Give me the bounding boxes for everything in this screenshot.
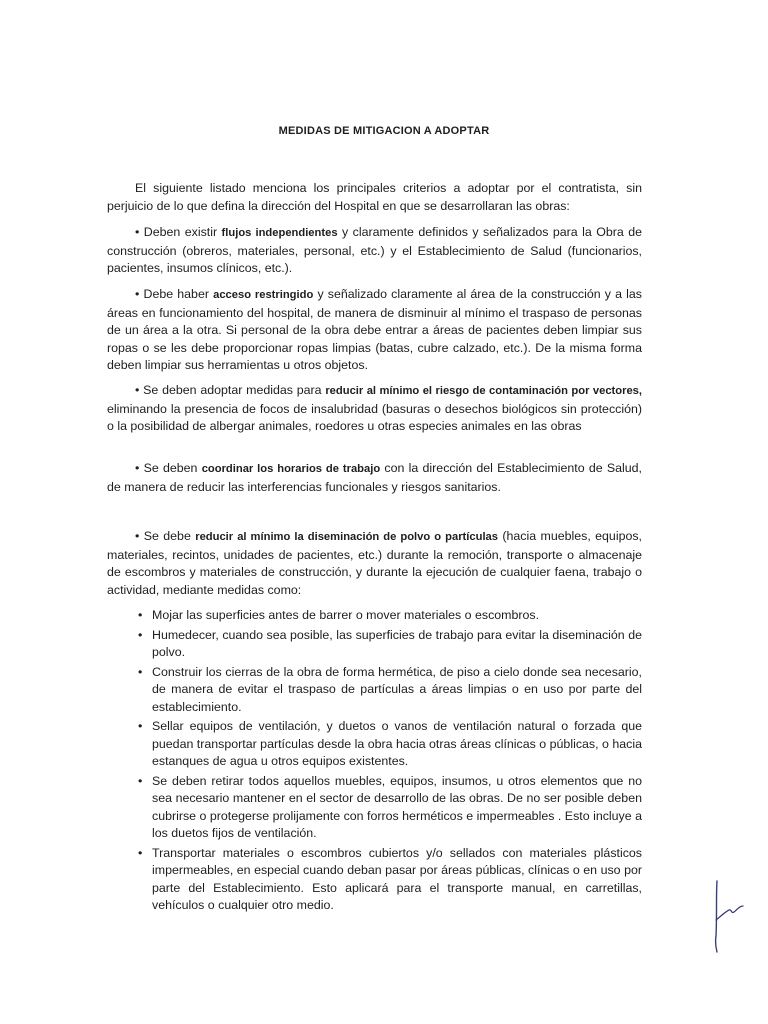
bullet-char: • bbox=[138, 664, 143, 679]
highlight-text: flujos independientes bbox=[221, 227, 338, 239]
dust-measures-list bbox=[138, 607, 642, 917]
list-item: • Construir los cierras de la obra de forma hermética, de piso a cielo donde sea necesario, de manera de evitar el traspaso de partículas a áreas limpias o en uso por parte del establecimiento. bbox=[138, 664, 642, 714]
page-title: MEDIDAS DE MITIGACION A ADOPTAR bbox=[278, 125, 490, 137]
highlight-text: reducir al mínimo el riesgo de contaminación por vectores, bbox=[325, 385, 643, 397]
bullet-char: • bbox=[135, 225, 140, 239]
measure-paragraph-acceso: • Debe haber acceso restringido y señalizado claramente al área de la construcción y a las áreas en funcionamiento del hospital, de manera de disminuir al mínimo el traspaso de personas de un área a la otra. Si personal de la obra debe entrar a áreas de pacientes deben limpiar sus ropas o se les debe proporcionar ropas limpias (batas, cubre calzado, etc.). De la misma forma deben limpiar sus herramientas u otros objetos. bbox=[107, 287, 642, 372]
bullet-char: • bbox=[135, 287, 140, 301]
measure-paragraph-flujos: • Deben existir flujos independientes y claramente definidos y señalizados para la Obra de construcción (obreros, materiales, personal, etc.) y el Establecimiento de Salud (funcionarios, pacientes, insumos clínicos, etc.). bbox=[107, 225, 642, 275]
highlight-text: coordinar los horarios de trabajo bbox=[201, 463, 381, 475]
highlight-text: reducir al mínimo la diseminación de polvo o partículas bbox=[195, 531, 498, 543]
highlight-text: acceso restringido bbox=[213, 289, 314, 301]
measure-paragraph-horarios: • Se deben coordinar los horarios de trabajo con la dirección del Establecimiento de Salud, de manera de reducir las interferencias funcionales y riesgos sanitarios. bbox=[107, 461, 642, 494]
bullet-char: • bbox=[138, 773, 143, 788]
intro-paragraph: El siguiente listado menciona los principales criterios a adoptar por el contratista, sin perjuicio de lo que defina la dirección del Hospital en que se desarrollaran las obras: bbox=[107, 181, 642, 213]
bullet-char: • bbox=[135, 383, 140, 397]
bullet-char: • bbox=[138, 719, 143, 733]
measure-paragraph-polvo: • Se debe reducir al mínimo la diseminación de polvo o partículas (hacia muebles, equipos, materiales, recintos, unidades de pacientes, etc.) durante la remoción, transporte o almacenaje de escombros y materiales de construcción, y durante la ejecución de cualquier faena, trabajo o actividad, mediante medidas como: bbox=[107, 529, 643, 597]
handwritten-signature bbox=[705, 876, 755, 956]
list-item: • Humedecer, cuando sea posible, las superficies de trabajo para evitar la diseminación de polvo. bbox=[138, 627, 642, 659]
list-item: • Mojar las superficies antes de barrer o mover materiales o escombros. bbox=[138, 607, 642, 625]
bullet-char: • bbox=[138, 845, 143, 860]
list-item: • Transportar materiales o escombros cubiertos y/o sellados con materiales plásticos impermeables, en especial cuando deban pasar por áreas públicas, clínicas o en uso por parte del Establecimiento. Esto aplicará para el transporte manual, en carretillas, vehículos o cualquier otro medio. bbox=[138, 845, 642, 912]
list-item: • Se deben retirar todos aquellos muebles, equipos, insumos, u otros elementos que no sea necesario mantener en el sector de desarrollo de las obras. De no ser posible deben cubrirse o protegerse prolijamente con forros herméticos e impermeables . Esto incluye a los duetos fijos de ventilación. bbox=[138, 773, 642, 840]
bullet-char: • bbox=[135, 529, 140, 543]
measure-paragraph-vectores: • Se deben adoptar medidas para reducir al mínimo el riesgo de contaminación por vectores, eliminando la presencia de focos de insalubridad (basuras o desechos biológicos sin protección) o la posibilidad de albergar animales, roedores u otras especies animales en las obras bbox=[107, 383, 643, 433]
bullet-char: • bbox=[138, 608, 143, 622]
list-item: • Sellar equipos de ventilación, y duetos o vanos de ventilación natural o forzada que puedan transportar partículas desde la obra hacia otras áreas clínicas o públicas, o hacia estanques de agua u otros equipos existentes. bbox=[138, 719, 642, 768]
bullet-char: • bbox=[138, 627, 143, 642]
bullet-char: • bbox=[135, 461, 140, 475]
